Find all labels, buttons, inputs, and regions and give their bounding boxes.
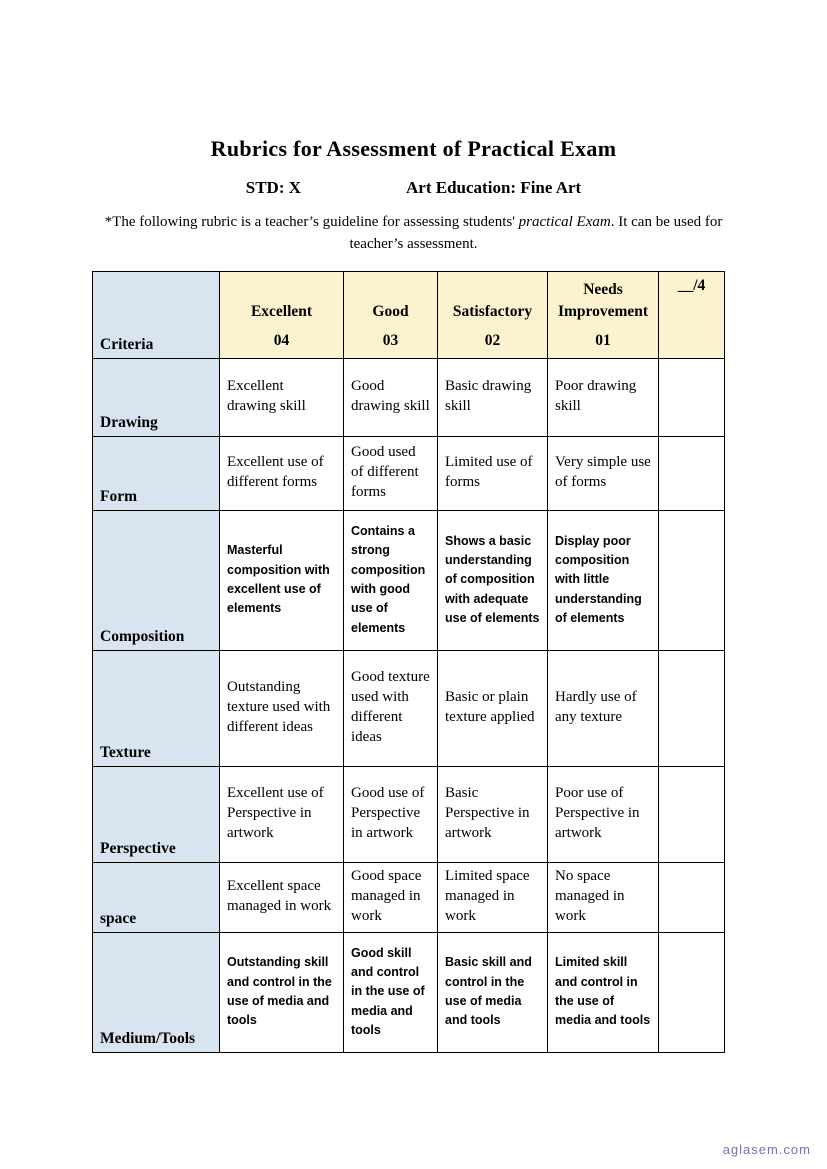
rubric-cell: Shows a basic understanding of composition with adequate use of elements (438, 510, 548, 650)
criteria-cell: space (93, 862, 220, 932)
rubric-cell: Limited skill and control in the use of media and tools (548, 932, 659, 1052)
table-row-perspective (93, 766, 725, 862)
header-satisfactory (438, 271, 548, 358)
criteria-cell: Composition (93, 510, 220, 650)
rubric-cell: Good used of different forms (344, 436, 438, 510)
rubric-cell: Limited space managed in work (438, 862, 548, 932)
page-title: Rubrics for Assessment of Practical Exam (210, 136, 617, 161)
header-excellent-label: Excellent (250, 302, 313, 320)
rubric-cell: Good drawing skill (344, 358, 438, 436)
subtitle-subject: Art Education: Fine Art (406, 178, 582, 197)
note-prefix: *The following rubric is a teacher’s guideline for assessing students' (104, 214, 519, 230)
rubric-cell: Good texture used with different ideas (344, 650, 438, 766)
rubric-cell: Excellent drawing skill (220, 358, 344, 436)
rubric-cell: Good space managed in work (344, 862, 438, 932)
rubric-cell: Display poor composition with little understanding of elements (548, 510, 659, 650)
header-criteria: Criteria (93, 271, 220, 358)
table-row-composition (93, 510, 725, 650)
score-cell (659, 650, 725, 766)
header-satisfactory-label: Satisfactory (452, 302, 533, 320)
rubric-cell: Poor use of Perspective in artwork (548, 766, 659, 862)
score-cell (659, 766, 725, 862)
header-excellent (220, 271, 344, 358)
table-row-medium-tools (93, 932, 725, 1052)
rubric-cell: Basic drawing skill (438, 358, 548, 436)
table-row-space (93, 862, 725, 932)
criteria-cell: Perspective (93, 766, 220, 862)
rubric-cell: Outstanding skill and control in the use of media and tools (220, 932, 344, 1052)
watermark-text: aglasem.com (722, 1142, 811, 1157)
header-good-score: 03 (382, 331, 399, 349)
rubric-cell: Basic skill and control in the use of media and tools (438, 932, 548, 1052)
criteria-cell: Drawing (93, 358, 220, 436)
rubric-cell: Basic or plain texture applied (438, 650, 548, 766)
rubric-cell: Limited use of forms (438, 436, 548, 510)
rubric-cell: Masterful composition with excellent use of elements (220, 510, 344, 650)
rubric-cell: Poor drawing skill (548, 358, 659, 436)
score-cell (659, 862, 725, 932)
header-satisfactory-score: 02 (484, 331, 501, 349)
rubric-cell: Good use of Perspective in artwork (344, 766, 438, 862)
subtitle-std: STD: X (245, 178, 302, 197)
rubric-cell: Outstanding texture used with different ideas (220, 650, 344, 766)
header-good-label: Good (372, 302, 409, 320)
rubric-note (84, 212, 744, 256)
subtitle-row (0, 178, 827, 198)
score-cell (659, 932, 725, 1052)
score-cell (659, 510, 725, 650)
header-needs-improvement-label: Needs Improvement (557, 281, 649, 320)
note-suffix: . It can be used for teacher’s assessment. (349, 214, 723, 252)
header-total-score: __/4 (659, 271, 725, 358)
rubric-table (92, 271, 725, 1053)
note-italic: practical Exam (518, 214, 611, 230)
rubric-cell: Contains a strong composition with good use of elements (344, 510, 438, 650)
rubric-cell: No space managed in work (548, 862, 659, 932)
criteria-cell: Form (93, 436, 220, 510)
table-row-form (93, 436, 725, 510)
rubric-cell: Excellent use of Perspective in artwork (220, 766, 344, 862)
table-header-row (93, 271, 725, 358)
rubric-cell: Excellent space managed in work (220, 862, 344, 932)
table-row-texture (93, 650, 725, 766)
rubric-cell: Good skill and control in the use of media and tools (344, 932, 438, 1052)
criteria-cell: Texture (93, 650, 220, 766)
rubric-cell: Excellent use of different forms (220, 436, 344, 510)
header-excellent-score: 04 (273, 331, 290, 349)
rubric-cell: Very simple use of forms (548, 436, 659, 510)
table-row-drawing (93, 358, 725, 436)
rubric-cell: Basic Perspective in artwork (438, 766, 548, 862)
header-needs-improvement (548, 271, 659, 358)
criteria-cell: Medium/Tools (93, 932, 220, 1052)
header-needs-improvement-score: 01 (595, 331, 611, 349)
score-cell (659, 358, 725, 436)
score-cell (659, 436, 725, 510)
header-good (344, 271, 438, 358)
rubric-cell: Hardly use of any texture (548, 650, 659, 766)
